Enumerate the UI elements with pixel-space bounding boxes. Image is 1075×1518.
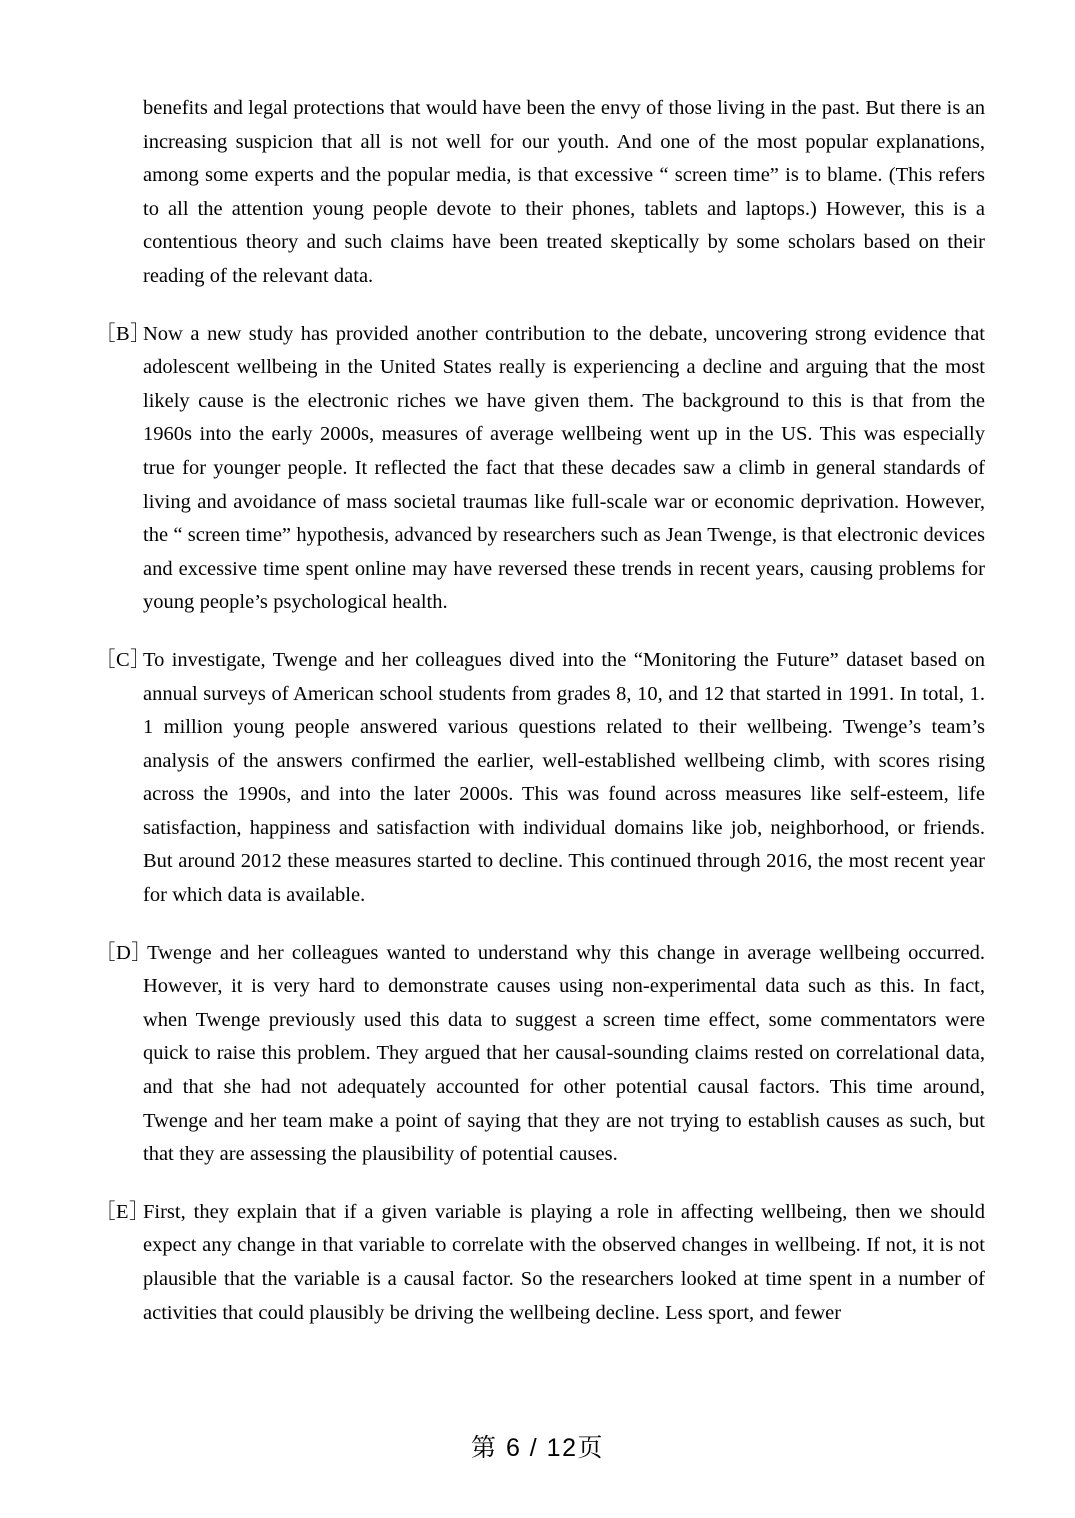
paragraph-marker-e: ［E］ [95, 1200, 151, 1223]
paragraph-text-e: First, they explain that if a given variable is playing a role in affecting wellbeing, then we should expect any change in that variable to correlate with the observed changes in wellbeing. If not, it is not plausible that the variable is a causal factor. So the researchers looked at time spent in a number of activities that could plausibly be driving the wellbeing decline. Less sport, and fewer [143, 1200, 985, 1324]
paragraph-b [95, 318, 985, 620]
paragraph-marker-c: ［C］ [95, 648, 152, 671]
paragraph-text-b: Now a new study has provided another contribution to the debate, uncovering strong evidence that adolescent wellbeing in the United States really is experiencing a decline and arguing that the most likely cause is the electronic riches we have given them. The background to this is that from the 1960s into the early 2000s, measures of average wellbeing went up in the US. This was especially true for younger people. It reflected the fact that these decades saw a climb in general standards of living and avoidance of mass societal traumas like full-scale war or economic deprivation. However, the “ screen time” hypothesis, advanced by researchers such as Jean Twenge, is that electronic devices and excessive time spent online may have reversed these trends in recent years, causing problems for young people’s psychological health. [143, 322, 985, 614]
paragraph-marker-d: ［D］ [95, 941, 153, 964]
passage-body [95, 92, 985, 1330]
paragraph-d [95, 937, 985, 1172]
paragraph-e [95, 1196, 985, 1330]
paragraph-text-d: Twenge and her colleagues wanted to understand why this change in average wellbeing occurred. However, it is very hard to demonstrate causes using non-experimental data such as this. In fact, when Twenge previously used this data to suggest a screen time effect, some commentators were quick to raise this problem. They argued that her causal-sounding claims rested on correlational data, and that she had not adequately accounted for other potential causal factors. This time around, Twenge and her team make a point of saying that they are not trying to establish causes as such, but that they are assessing the plausibility of potential causes. [143, 941, 985, 1166]
paragraph-text: benefits and legal protections that would have been the envy of those living in the past. But there is an increasing suspicion that all is not well for our youth. And one of the most popular explanations, among some experts and the popular media, is that excessive “ screen time” is to blame. (This refers to all the attention young people devote to their phones, tablets and laptops.) However, this is a contentious theory and such claims have been treated skeptically by some scholars based on their reading of the relevant data. [143, 97, 985, 287]
paragraph-marker-b: ［B］ [95, 322, 152, 345]
page-footer [0, 1432, 1075, 1464]
page-number-label: 第 6 / 12页 [471, 1434, 604, 1462]
paragraph-c [95, 644, 985, 913]
paragraph-text-c: To investigate, Twenge and her colleagues dived into the “Monitoring the Future” dataset based on annual surveys of American school students from grades 8, 10, and 12 that started in 1991. In total, 1. 1 million young people answered various questions related to their wellbeing. Twenge’s team’s analysis of the answers confirmed the earlier, well-established wellbeing climb, with scores rising across the 1990s, and into the later 2000s. This was found across measures like self-esteem, life satisfaction, happiness and satisfaction with individual domains like job, neighborhood, or friends. But around 2012 these measures started to decline. This continued through 2016, the most recent year for which data is available. [143, 648, 985, 907]
paragraph-continuation [95, 92, 985, 294]
